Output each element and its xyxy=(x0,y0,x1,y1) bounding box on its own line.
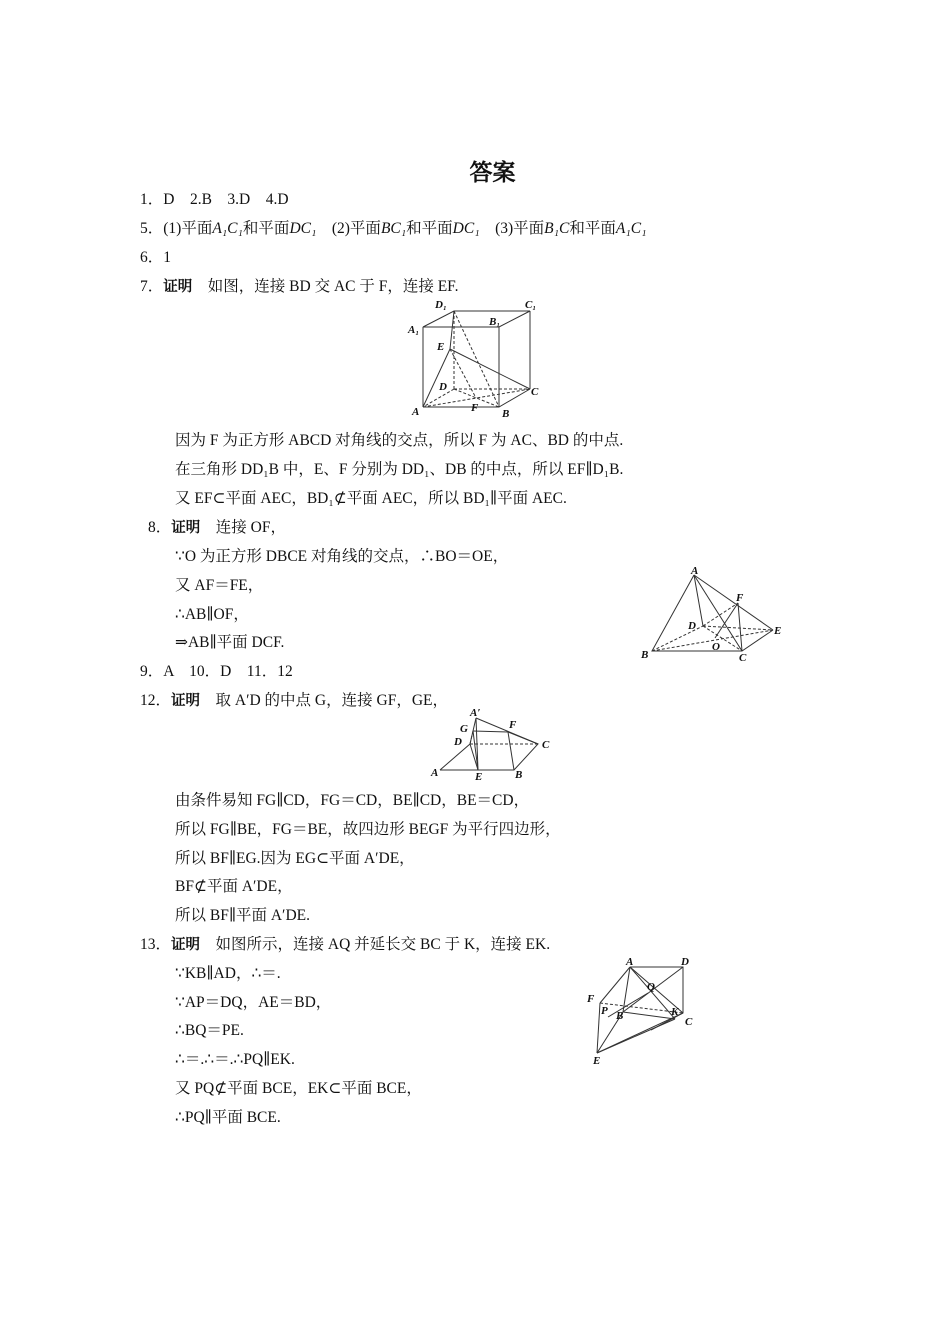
proof-7-line-3: 又 EF⊂平面 AEC，BD₁⊄平面 AEC，所以 BD₁∥平面 AEC. xyxy=(175,490,567,507)
figure-7-cube xyxy=(405,297,545,422)
label-D: D xyxy=(688,620,696,632)
answer-line-1-4: 1．D 2.B 3.D 4.D xyxy=(140,191,289,208)
proof-13-line-6: ∴PQ∥平面 BCE. xyxy=(175,1109,281,1126)
label-F: F xyxy=(471,402,479,414)
answer-line-6: 6．1 xyxy=(140,249,172,266)
proof-12-line-5: 所以 BF∥平面 A′DE. xyxy=(175,907,310,924)
proof-7-line-2: 在三角形 DD₁B 中，E、F 分别为 DD₁、DB 的中点，所以 EF∥D₁B. xyxy=(175,461,624,478)
proof-7-line-1: 因为 F 为正方形 ABCD 对角线的交点，所以 F 为 AC、BD 的中点. xyxy=(175,432,624,449)
proof-12-line-1: 由条件易知 FG∥CD，FG＝CD，BE∥CD，BE＝CD， xyxy=(175,792,530,809)
label-F: F xyxy=(587,993,595,1005)
label-C: C xyxy=(739,652,747,664)
answer-line-12: 12．证明 取 A′D 的中点 G，连接 GF，GE， xyxy=(140,692,448,709)
proof-12-line-2: 所以 FG∥BE，FG＝BE，故四边形 BEGF 为平行四边形， xyxy=(175,821,561,838)
figure-8-pyramid xyxy=(638,566,793,664)
proof-13-line-3: ∴BQ＝PE. xyxy=(175,1022,244,1039)
label-E: E xyxy=(437,341,445,353)
proof-13-line-5: 又 PQ⊄平面 BCE，EK⊂平面 BCE， xyxy=(175,1080,422,1097)
label-D: D xyxy=(439,381,447,393)
label-Q: Q xyxy=(647,981,655,993)
label-K: K xyxy=(671,1006,679,1018)
label-D1: D₁ xyxy=(435,299,447,311)
label-D: D xyxy=(454,736,462,748)
figure-12-fold xyxy=(428,706,558,782)
label-E: E xyxy=(593,1055,601,1067)
label-B: B xyxy=(502,408,510,420)
label-A1: A′ xyxy=(470,707,481,719)
label-E: E xyxy=(475,771,483,783)
page-title: 答案 xyxy=(469,160,516,186)
label-B1: B₁ xyxy=(489,316,501,328)
label-D: D xyxy=(681,956,689,968)
label-F: F xyxy=(736,592,744,604)
proof-8-line-2: 又 AF＝FE， xyxy=(175,577,264,594)
label-E: E xyxy=(774,625,782,637)
label-B: B xyxy=(641,649,649,661)
label-C: C xyxy=(542,739,550,751)
answer-line-9-11: 9．A 10．D 11．12 xyxy=(140,663,293,680)
label-A1: A₁ xyxy=(408,324,420,336)
label-O: O xyxy=(712,641,720,653)
proof-8-line-1: ∵O 为正方形 DBCE 对角线的交点，∴BO＝OE， xyxy=(175,548,509,565)
figure-13-solid xyxy=(585,955,705,1070)
answer-line-7: 7．证明 如图，连接 BD 交 AC 于 F，连接 EF. xyxy=(140,278,459,295)
proof-13-line-2: ∵AP＝DQ，AE＝BD， xyxy=(175,994,332,1011)
label-B: B xyxy=(515,769,523,781)
answer-line-13: 13．证明 如图所示，连接 AQ 并延长交 BC 于 K，连接 EK. xyxy=(140,936,551,953)
label-B: B xyxy=(616,1010,624,1022)
label-A: A xyxy=(431,767,439,779)
proof-8-line-4: ⇒AB∥平面 DCF. xyxy=(175,634,285,651)
label-A: A xyxy=(691,565,699,577)
proof-13-line-1: ∵KB∥AD，∴＝. xyxy=(175,965,281,982)
proof-12-line-4: BF⊄平面 A′DE， xyxy=(175,878,293,895)
proof-12-line-3: 所以 BF∥EG.因为 EG⊂平面 A′DE， xyxy=(175,850,415,867)
label-C: C xyxy=(685,1016,693,1028)
label-A: A xyxy=(412,406,420,418)
label-P: P xyxy=(601,1005,608,1017)
proof-13-line-4: ∴＝.∴＝.∴PQ∥EK. xyxy=(175,1051,295,1068)
label-A: A xyxy=(626,956,634,968)
label-F: F xyxy=(509,719,517,731)
label-G: G xyxy=(460,723,468,735)
answer-line-5: 5．(1)平面A₁C₁和平面DC₁ (2)平面BC₁和平面DC₁ (3)平面B₁C和平面A₁C₁ xyxy=(140,220,647,237)
proof-8-line-3: ∴AB∥OF， xyxy=(175,606,249,623)
answer-line-8: 8．证明 连接 OF， xyxy=(148,519,286,536)
label-C1: C₁ xyxy=(525,299,537,311)
label-C: C xyxy=(531,386,539,398)
